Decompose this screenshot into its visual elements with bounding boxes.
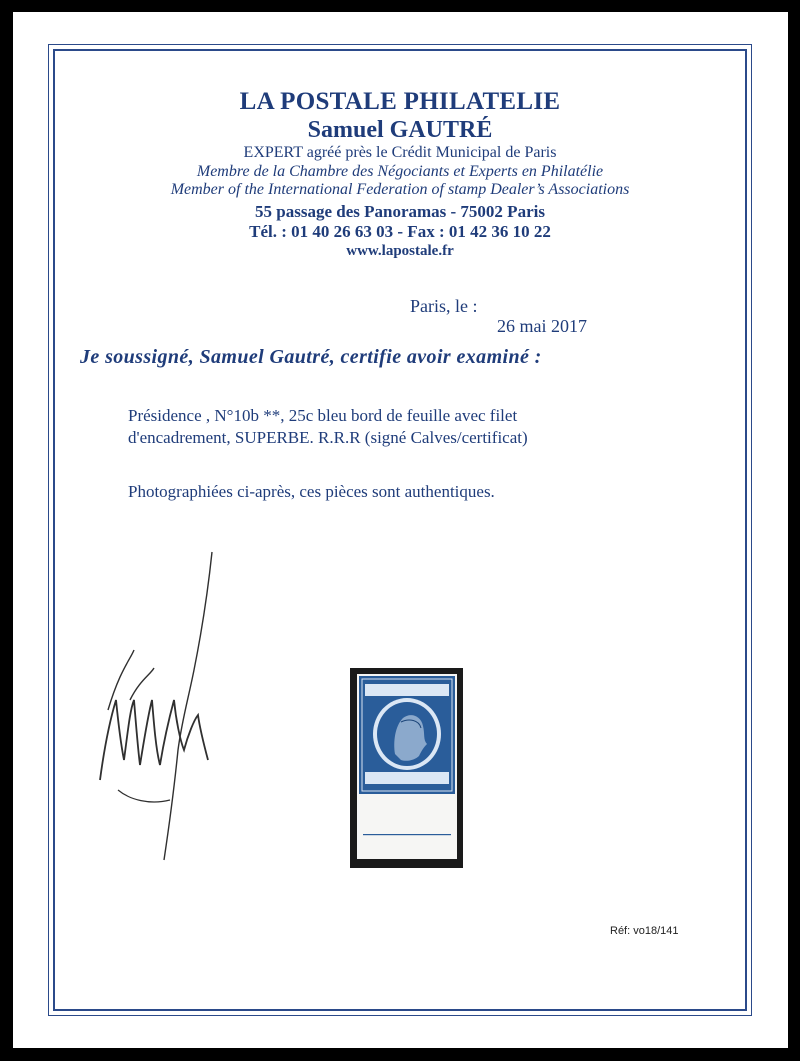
stamp-image	[357, 674, 457, 859]
signature-image	[90, 550, 250, 870]
certificate-date: 26 mai 2017	[497, 316, 587, 336]
reference-number: Réf: vo18/141	[610, 925, 679, 937]
postal-address: 55 passage des Panoramas - 75002 Paris	[255, 202, 545, 221]
website: www.lapostale.fr	[346, 243, 454, 259]
item-description-line1: Présidence , N°10b **, 25c bleu bord de feuille avec filet	[128, 406, 518, 425]
phone-fax: Tél. : 01 40 26 63 03 - Fax : 01 42 36 10 22	[249, 222, 551, 241]
certification-statement: Je soussigné, Samuel Gautré, certifie avoir examiné :	[80, 346, 542, 368]
stamp-photo	[350, 668, 463, 868]
place-label: Paris, le :	[410, 296, 478, 316]
stamp	[357, 674, 457, 859]
membership-french: Membre de la Chambre des Négociants et Experts en Philatélie	[196, 163, 604, 180]
expert-accreditation: EXPERT agréé près le Crédit Municipal de Paris	[243, 144, 557, 161]
expert-name: Samuel GAUTRÉ	[307, 117, 493, 143]
company-name: LA POSTALE PHILATELIE	[239, 88, 561, 115]
membership-english: Member of the International Federation of stamp Dealer’s Associations	[170, 181, 630, 198]
item-description-line2: d'encadrement, SUPERBE. R.R.R (signé Calves/certificat)	[128, 428, 528, 447]
authenticity-statement: Photographiées ci-après, ces pièces sont authentiques.	[128, 482, 495, 501]
